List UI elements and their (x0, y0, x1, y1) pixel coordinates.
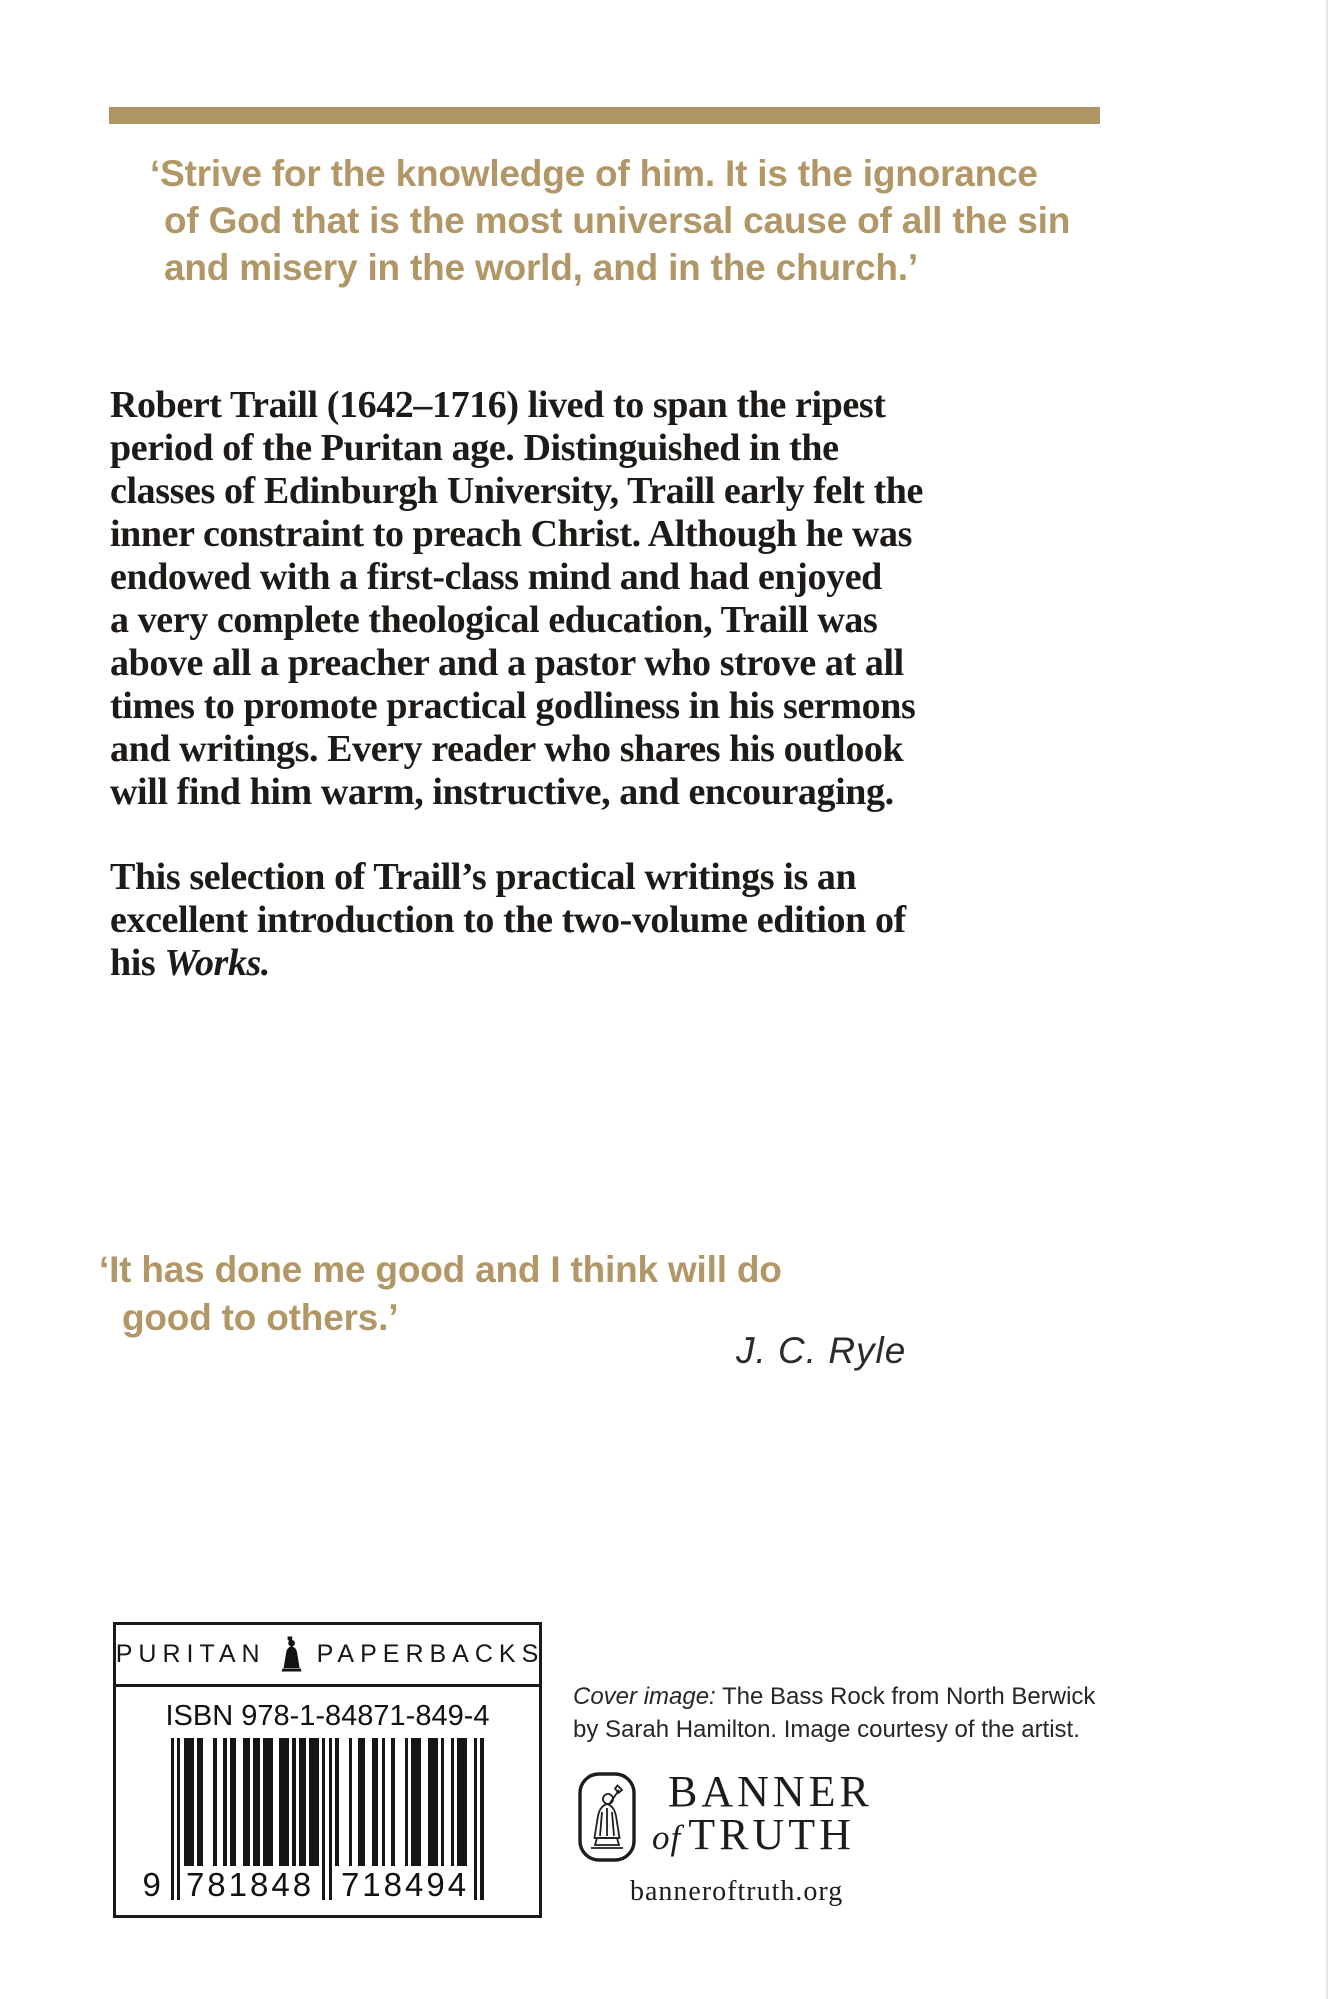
paragraph-line: and writings. Every reader who shares his outlook (110, 728, 904, 770)
barcode-digits-group2: 718494 (340, 1866, 470, 1903)
selection-paragraph (110, 856, 906, 985)
credit-line: by Sarah Hamilton. Image courtesy of the artist. (573, 1716, 1080, 1743)
works-title-italic: Works. (164, 942, 271, 984)
series-name-left: PURITAN (115, 1640, 266, 1668)
paragraph-line: classes of Edinburgh University, Traill early felt the (110, 470, 923, 512)
series-name-right: PAPERBACKS (316, 1640, 545, 1668)
publisher-name-top: BANNER (668, 1767, 873, 1816)
author-bio-paragraph (110, 384, 923, 814)
quote-line: of God that is the most universal cause of all the sin (164, 200, 1071, 241)
series-header (115, 1625, 545, 1687)
publisher-of-italic: of (652, 1818, 682, 1857)
barcode-module (480, 1738, 483, 1900)
paragraph-line: inner constraint to preach Christ. Although he was (110, 513, 912, 555)
page-edge-shadow (1326, 0, 1328, 1999)
quote-line: ‘It has done me good and I think will do (99, 1249, 782, 1290)
gold-accent-bar (109, 107, 1100, 124)
paragraph-line (110, 942, 906, 985)
puritan-figure-icon (279, 1636, 304, 1674)
publisher-logo-block (578, 1767, 918, 1910)
quote-line: ‘Strive for the knowledge of him. It is the ignorance (150, 153, 1038, 194)
paragraph-line: a very complete theological education, Traill was (110, 599, 878, 641)
banner-of-truth-preacher-emblem-icon (578, 1772, 636, 1862)
quote-line: and misery in the world, and in the church.’ (164, 247, 918, 288)
top-quote (150, 150, 1071, 291)
series-barcode-box (113, 1622, 545, 1918)
paragraph-text: his (110, 942, 165, 984)
endorsement-quote (99, 1246, 782, 1342)
paragraph-line: will find him warm, instructive, and encouraging. (110, 771, 894, 813)
barcode-digits-group1: 781848 (185, 1866, 315, 1903)
publisher-name-bottom (652, 1810, 855, 1860)
credit-line (573, 1680, 1095, 1713)
paragraph-line: times to promote practical godliness in his sermons (110, 685, 916, 727)
paragraph-line: above all a preacher and a pastor who strove at all (110, 642, 904, 684)
cover-image-credit (573, 1680, 1095, 1746)
barcode (142, 1738, 485, 1904)
paragraph-line: endowed with a first-class mind and had enjoyed (110, 556, 882, 598)
credit-label-italic: Cover image: (573, 1683, 716, 1710)
isbn-label: ISBN 978-1-84871-849-4 (165, 1700, 490, 1732)
barcode-leading-digit: 9 (142, 1866, 161, 1903)
credit-text: The Bass Rock from North Berwick (715, 1683, 1096, 1710)
endorsement-attribution: J. C. Ryle (736, 1330, 907, 1371)
paragraph-line: Robert Traill (1642–1716) lived to span the ripest (110, 384, 886, 426)
paragraph-line: period of the Puritan age. Distinguished in the (110, 427, 839, 469)
publisher-name-rest: TRUTH (688, 1810, 855, 1859)
quote-line: good to others.’ (122, 1297, 399, 1338)
paragraph-line: This selection of Traill’s practical writings is an (110, 856, 857, 898)
paragraph-line: excellent introduction to the two-volume edition of (110, 899, 906, 941)
publisher-website: banneroftruth.org (630, 1876, 844, 1907)
